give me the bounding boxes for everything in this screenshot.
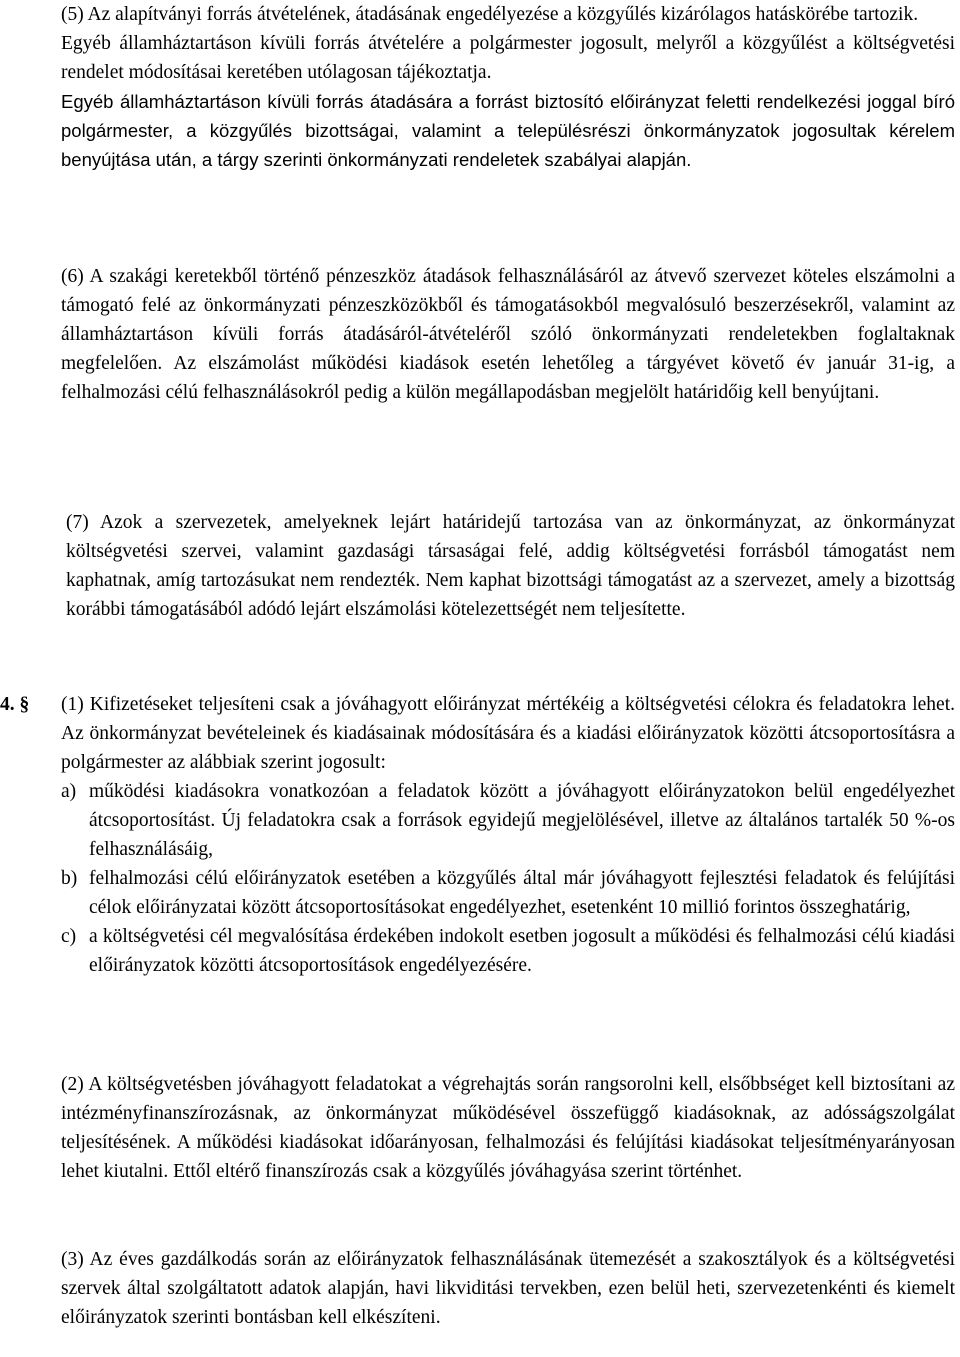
section-4 [0, 690, 955, 980]
list-item-label: b) [61, 868, 78, 889]
section-number: 4. § [0, 694, 30, 715]
paragraph-5-line3: Egyéb államháztartáson kívüli forrás átadására a forrást biztosító előirányzat feletti rendelkezési joggal bíró polgármester, a közgyűlés bizottságai, valamint a településrészi önkormányzatok jogosultak kérelem benyújtása után, a tárgy szerinti önkormányzati rendeletek szabályai alapján. [61, 91, 955, 170]
paragraph-7-block [61, 508, 955, 624]
list-item [61, 922, 955, 980]
paragraph-6-block [61, 262, 955, 407]
paragraph-5-block [61, 0, 955, 174]
paragraph-5-line2: Egyéb államháztartáson kívüli forrás átvételére a polgármester jogosult, melyről a közgyűlést a költségvetési rendelet módosításai keretében utólagosan tájékoztatja. [61, 33, 955, 83]
list-item [61, 864, 955, 922]
section-4-paragraph-3-block [61, 1245, 955, 1332]
list-item-text: működési kiadásokra vonatkozóan a feladatok között a jóváhagyott előirányzatokon belül engedélyezhet átcsoportosítást. Új feladatokra csak a források egyidejű megjelölésével, illetve az általános tartalék 50 %-os felhasználásáig, [89, 781, 955, 860]
list-item-text: felhalmozási célú előirányzatok esetében a közgyűlés által már jóváhagyott fejlesztési feladatok és felújítási célok előirányzatai között átcsoportosításokat engedélyezhet, esetenként 10 millió forintos összeghatárig, [89, 868, 955, 918]
paragraph-5-line1: (5) Az alapítványi forrás átvételének, átadásának engedélyezése a közgyűlés kizárólagos hatáskörébe tartozik. [61, 4, 919, 25]
list-item-label: c) [61, 926, 77, 947]
list-item-label: a) [61, 781, 77, 802]
section-4-paragraph-2: (2) A költségvetésben jóváhagyott feladatokat a végrehajtás során rangsorolni kell, elsőbbséget kell biztosítani az intézményfinanszírozásnak, az önkormányzat működésével összefüggő kiadásoknak, az adósságszolgálat teljesítésének. A működési kiadásokat időarányosan, felhalmozási és felújítási kiadásokat teljesítményarányosan lehet kiutalni. Ettől eltérő finanszírozás csak a közgyűlés jóváhagyása szerint történhet. [61, 1074, 955, 1182]
section-4-paragraph-1: (1) Kifizetéseket teljesíteni csak a jóváhagyott előirányzat mértékéig a költségvetési célokra és feladatokra lehet. Az önkormányzat bevételeinek és kiadásainak módosítására és a kiadási előirányzatok közötti átcsoportosításra a polgármester az alábbiak szerint jogosult: [61, 694, 955, 773]
paragraph-7: (7) Azok a szervezetek, amelyeknek lejárt határidejű tartozása van az önkormányzat, az önkormányzat költségvetési szervei, valamint gazdasági társaságai felé, addig költségvetési forrásból támogatást nem kaphatnak, amíg tartozásukat nem rendezték. Nem kaphat bizottsági támogatást az a szervezet, amely a bizottság korábbi támogatásából adódó lejárt elszámolási kötelezettségét nem teljesítette. [66, 512, 955, 620]
section-4-paragraph-2-block [61, 1070, 955, 1186]
section-4-paragraph-3: (3) Az éves gazdálkodás során az előirányzatok felhasználásának ütemezését a szakosztályok és a költségvetési szervek által szolgáltatott adatok alapján, havi likviditási tervekben, ezen belül heti, szervezetenkénti és kiemelt előirányzatok szerinti bontásban kell elkészíteni. [61, 1249, 955, 1328]
list-item [61, 777, 955, 864]
list-item-text: a költségvetési cél megvalósítása érdekében indokolt esetben jogosult a működési és felhalmozási célú kiadási előirányzatok közötti átcsoportosítások engedélyezésére. [89, 926, 955, 976]
paragraph-6: (6) A szakági keretekből történő pénzeszköz átadások felhasználásáról az átvevő szervezet köteles elszámolni a támogató felé az önkormányzati pénzeszközökből és támogatásokból megvalósuló beszerzésekről, valamint az államháztartáson kívüli forrás átadásáról-átvételéről szóló önkormányzati rendeletekben foglaltaknak megfelelően. Az elszámolást működési kiadások esetén lehetőleg a tárgyévet követő év január 31-ig, a felhalmozási célú felhasználásokról pedig a külön megállapodásban megjelölt határidőig kell benyújtani. [61, 266, 955, 403]
section-4-item-list [61, 777, 955, 980]
